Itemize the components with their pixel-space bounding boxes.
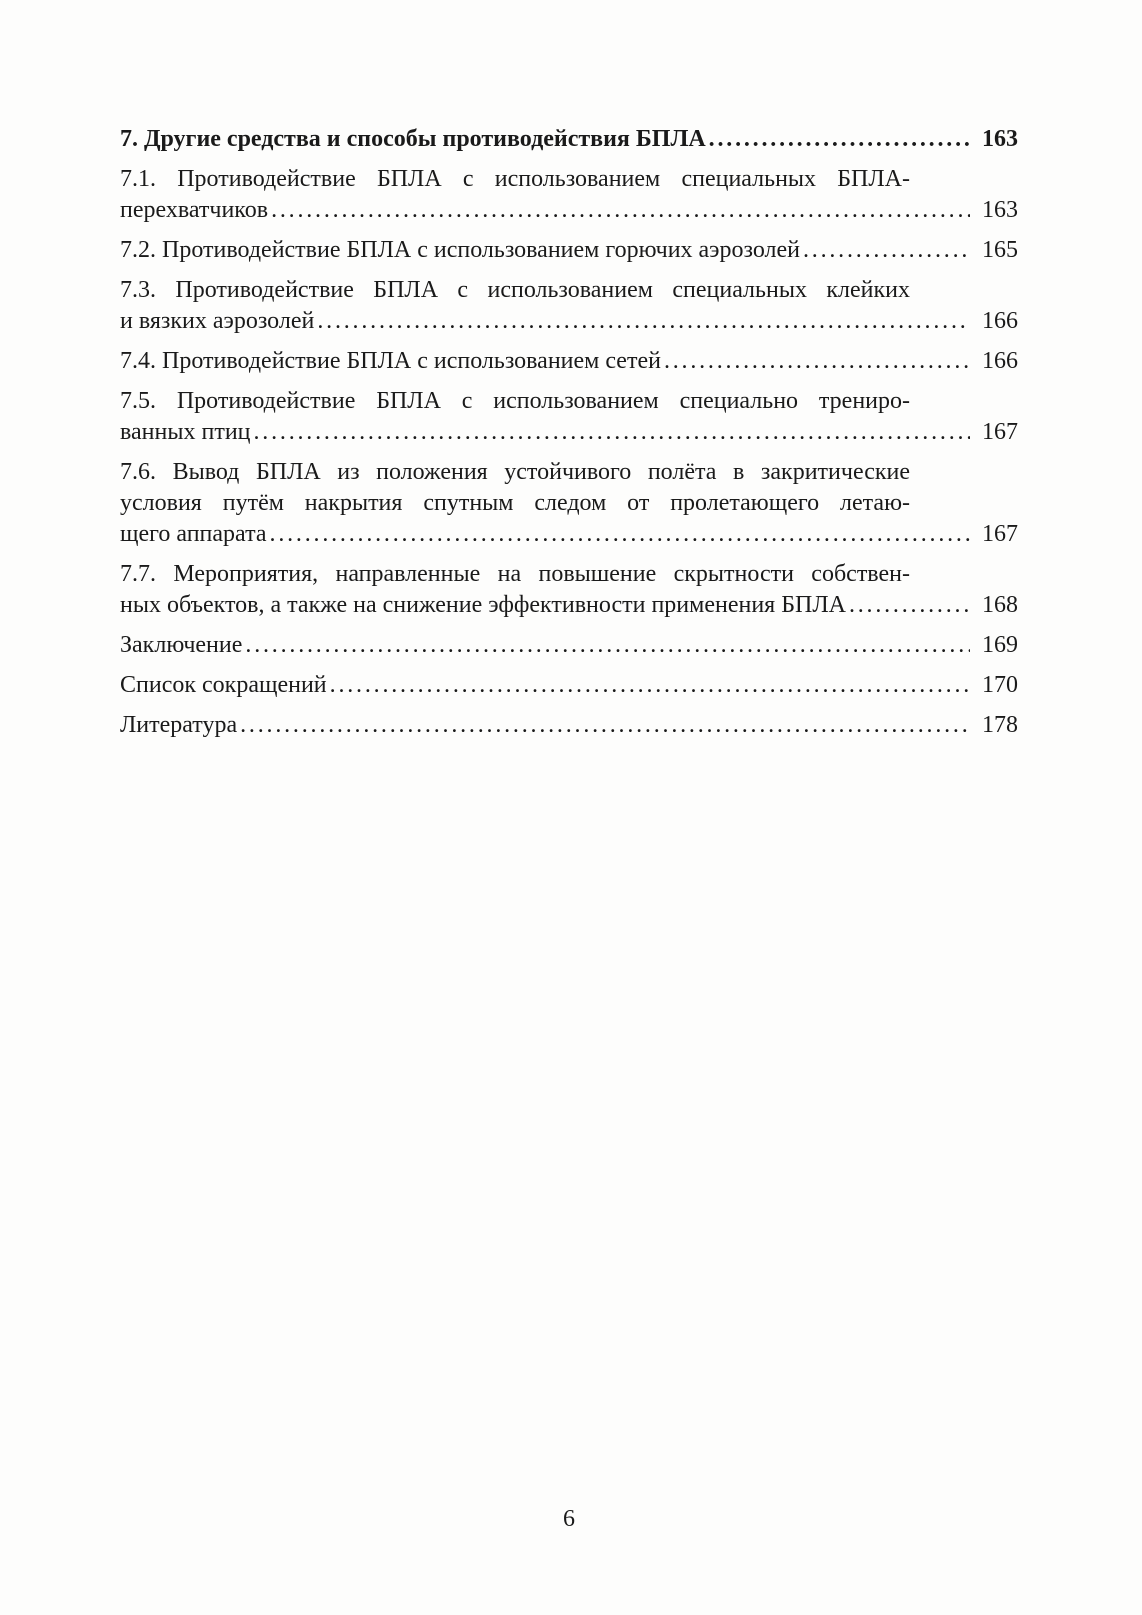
- toc-entry-page-number: 166: [982, 348, 1018, 374]
- dot-leader: [803, 235, 970, 266]
- toc-entry: [120, 670, 1018, 701]
- toc-entry-last-line: [120, 124, 1018, 155]
- toc-entry-title: 7. Другие средства и способы противодействия БПЛА: [120, 126, 706, 152]
- dot-leader: [317, 306, 970, 337]
- dot-leader: [709, 124, 970, 155]
- toc-entry-page-number: 163: [982, 126, 1018, 152]
- toc-entry-wrapped-line: 7.1. Противодействие БПЛА с использованием специальных БПЛА-: [120, 166, 910, 192]
- toc-entry-page-number: 169: [982, 632, 1018, 658]
- toc-entry-last-line: [120, 417, 1018, 448]
- toc-entry-title: Литература: [120, 712, 238, 738]
- dot-leader: [240, 710, 970, 741]
- toc-entry-last-line: [120, 346, 1018, 377]
- toc-entry-page-number: 167: [982, 419, 1018, 445]
- toc-entry-page-number: 163: [982, 197, 1018, 223]
- toc-entry-last-line: [120, 519, 1018, 550]
- toc-entry-title: Список сокращений: [120, 672, 327, 698]
- toc-entry: [120, 235, 1018, 266]
- toc-entry: [120, 710, 1018, 741]
- toc-entry-title: ванных птиц: [120, 419, 251, 445]
- toc-entry-last-line: [120, 235, 1018, 266]
- toc-entry-page-number: 166: [982, 308, 1018, 334]
- dot-leader: [254, 417, 971, 448]
- toc-entry: [120, 124, 1018, 155]
- toc-entry-title: ных объектов, а также на снижение эффективности применения БПЛА: [120, 592, 846, 618]
- toc-entry-last-line: [120, 195, 1018, 226]
- page-footer: [120, 1504, 1018, 1535]
- dot-leader: [245, 630, 970, 661]
- toc-entry-title: и вязких аэрозолей: [120, 308, 315, 334]
- toc-entry-wrapped-line: 7.3. Противодействие БПЛА с использованием специальных клейких: [120, 277, 910, 303]
- toc-entry-page-number: 165: [982, 237, 1018, 263]
- toc-entry: [120, 346, 1018, 377]
- toc-entry-last-line: [120, 306, 1018, 337]
- toc-entry-wrapped-line: условия путём накрытия спутным следом от пролетающего летаю-: [120, 490, 910, 516]
- toc-entry: [120, 386, 1018, 448]
- toc-entry-last-line: [120, 630, 1018, 661]
- toc-entry-wrapped-line: 7.7. Мероприятия, направленные на повышение скрытности собствен-: [120, 561, 910, 587]
- toc-entry: [120, 630, 1018, 661]
- toc-entry: [120, 275, 1018, 337]
- table-of-contents: [120, 124, 1018, 750]
- toc-entry-page-number: 178: [982, 712, 1018, 738]
- dot-leader: [270, 519, 970, 550]
- dot-leader: [330, 670, 970, 701]
- toc-entry-last-line: [120, 710, 1018, 741]
- toc-entry-page-number: 168: [982, 592, 1018, 618]
- toc-entry-page-number: 167: [982, 521, 1018, 547]
- folio-page-number: 6: [563, 1506, 575, 1532]
- toc-entry: [120, 559, 1018, 621]
- dot-leader: [271, 195, 970, 226]
- toc-entry-title: щего аппарата: [120, 521, 267, 547]
- toc-entry-title: 7.2. Противодействие БПЛА с использованием горючих аэрозолей: [120, 237, 800, 263]
- dot-leader: [664, 346, 970, 377]
- toc-entry-last-line: [120, 590, 1018, 621]
- dot-leader: [849, 590, 970, 621]
- toc-entry-title: Заключение: [120, 632, 243, 658]
- toc-entry-title: перехватчиков: [120, 197, 269, 223]
- toc-entry: [120, 457, 1018, 550]
- toc-entry-title: 7.4. Противодействие БПЛА с использованием сетей: [120, 348, 661, 374]
- toc-entry-wrapped-line: 7.5. Противодействие БПЛА с использованием специально трениро-: [120, 388, 910, 414]
- toc-entry-wrapped-line: 7.6. Вывод БПЛА из положения устойчивого полёта в закритические: [120, 459, 910, 485]
- toc-entry: [120, 164, 1018, 226]
- toc-entry-page-number: 170: [982, 672, 1018, 698]
- toc-entry-last-line: [120, 670, 1018, 701]
